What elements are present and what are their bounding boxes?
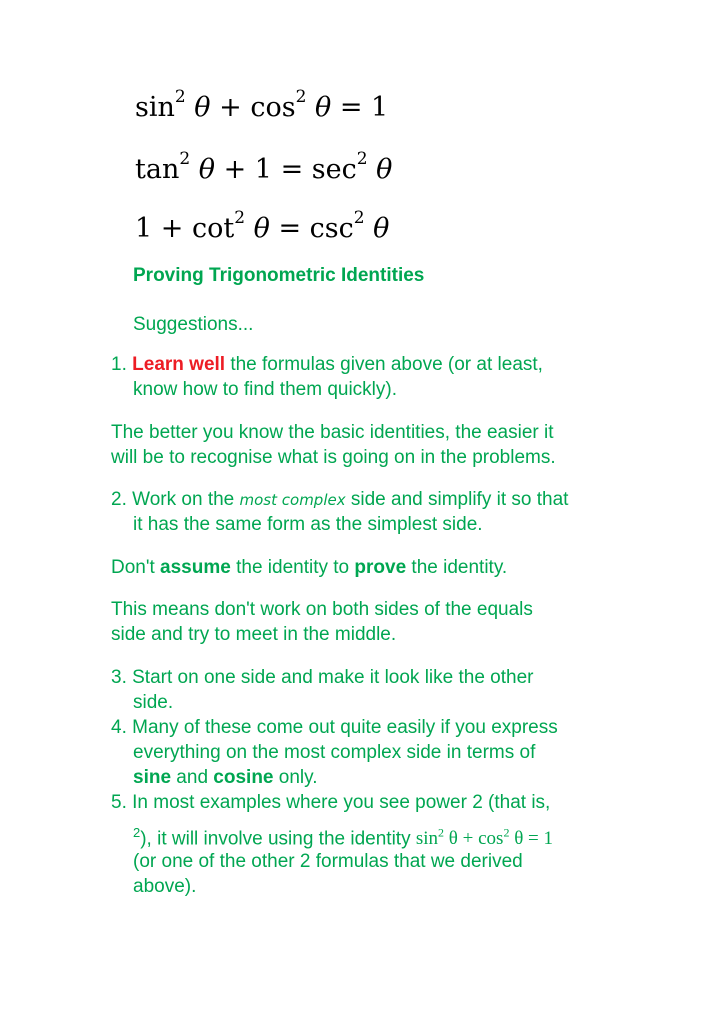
page-title: Proving Trigonometric Identities (133, 265, 425, 286)
formula-exponent: 2 (174, 87, 186, 107)
bold-text: sine (133, 767, 172, 788)
text-run: Start on one side and make it look like the other (126, 667, 534, 688)
formula-theta: θ (364, 213, 390, 244)
text-line: This means don't work on both sides of the equals (111, 599, 533, 620)
text-line: everything on the most complex side in terms of (133, 742, 536, 763)
formula-theta: θ (245, 213, 270, 244)
text-line: side and try to meet in the middle. (111, 624, 397, 645)
formula-exponent: 2 (179, 149, 191, 169)
formula-theta: θ (185, 92, 211, 123)
text-run: the identity. (406, 557, 508, 578)
text-line: The better you know the basic identities, the easier it (111, 422, 554, 443)
list-number: 4. (111, 717, 127, 738)
text-run: In most examples where you see power 2 (that is, (132, 792, 551, 813)
formula-theta: θ (190, 154, 216, 185)
list-number: 2. (111, 489, 127, 510)
formula-exponent: 2 (438, 826, 445, 840)
formula-exponent: 2 (353, 208, 365, 228)
list-number: 1. (111, 354, 127, 375)
formula-text: + cos (210, 92, 296, 123)
text-run: and (171, 767, 214, 788)
formula-theta: θ (367, 154, 393, 185)
text-run: the identity to (230, 557, 355, 578)
bold-text: assume (160, 557, 231, 578)
text-run: Don't (111, 557, 161, 578)
formula-exponent: 2 (503, 826, 510, 840)
text-run: Work on the (132, 489, 240, 510)
text-run: Many of these come out quite easily if you express (132, 717, 558, 738)
text-line: (or one of the other 2 formulas that we derived (133, 851, 523, 872)
bold-text: prove (354, 557, 407, 578)
text-line: know how to find them quickly). (133, 379, 398, 400)
text-run: ), it will involve using the identity (140, 828, 416, 850)
formula-text: tan (135, 154, 180, 185)
formula-text: θ = 1 (509, 828, 554, 850)
exponent-text: 2 (133, 825, 141, 841)
formula-text: 1 + cot (135, 213, 235, 244)
text-run: only. (273, 767, 318, 788)
formula-tangent (135, 149, 393, 185)
subtitle: Suggestions... (133, 314, 254, 335)
formula-theta: θ (306, 92, 332, 123)
text-run: side and simplify it so that (345, 489, 569, 510)
list-number: 5. (111, 792, 127, 813)
text-line: will be to recognise what is going on in the problems. (111, 447, 556, 468)
formula-text: θ + cos (444, 828, 504, 850)
formula-exponent: 2 (234, 208, 246, 228)
formula-text: = 1 (331, 92, 389, 123)
formula-exponent: 2 (295, 87, 307, 107)
formula-text: + 1 = sec (215, 154, 357, 185)
list-number: 3. (111, 667, 127, 688)
text-run: the formulas given above (or at least, (225, 354, 543, 375)
inline-identity (416, 828, 553, 849)
formula-text: = csc (269, 213, 354, 244)
text-line: side. (133, 692, 174, 713)
formula-cotangent (135, 208, 390, 244)
formula-text: sin (415, 828, 439, 850)
paragraph-dont-assume (111, 557, 507, 579)
emphasis-text: most complex (239, 491, 346, 509)
text-line: above). (133, 876, 197, 897)
formula-pythagorean (135, 87, 389, 123)
bold-text: cosine (213, 767, 274, 788)
highlight-text: Learn well (132, 354, 226, 375)
formula-exponent: 2 (356, 149, 368, 169)
formula-text: sin (135, 92, 175, 123)
text-line: it has the same form as the simplest side. (133, 514, 483, 535)
